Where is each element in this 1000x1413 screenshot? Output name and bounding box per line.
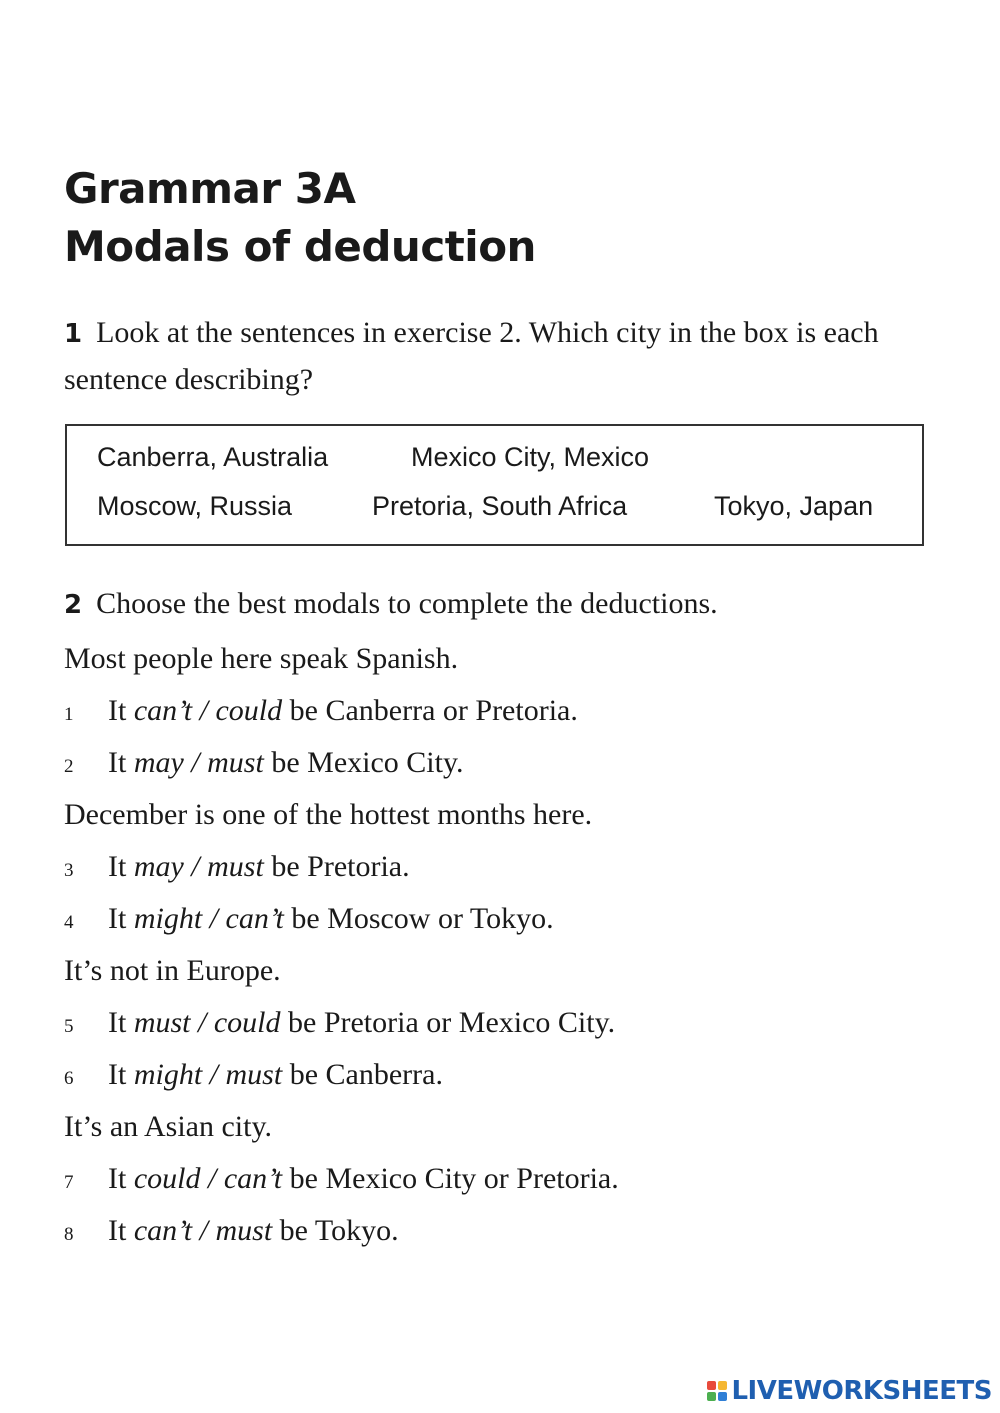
clue-text: December is one of the hottest months here.: [64, 798, 593, 831]
city-option: Tokyo, Japan: [714, 491, 874, 521]
city-option: Mexico City, Mexico: [411, 442, 650, 472]
liveworksheets-footer[interactable]: [707, 1376, 992, 1406]
clue-text: Most people here speak Spanish.: [64, 642, 459, 675]
item-completion: be Pretoria or Mexico City.: [288, 1006, 616, 1039]
modal-options[interactable]: might / can’t: [133, 902, 284, 935]
liveworksheets-logo-icon: [707, 1381, 727, 1401]
city-option: Canberra, Australia: [97, 442, 329, 472]
item-subject: It: [108, 902, 127, 935]
city-option: Pretoria, South Africa: [372, 491, 628, 521]
city-box: [65, 424, 924, 546]
city-option: Moscow, Russia: [97, 491, 293, 521]
item-subject: It: [108, 1214, 127, 1247]
modal-options[interactable]: may / must: [133, 746, 264, 779]
logo-square: [707, 1392, 716, 1401]
question-item: [64, 746, 464, 780]
title-line-2: Modals of deduction: [64, 222, 536, 271]
item-subject: It: [108, 1006, 127, 1039]
item-subject: It: [108, 694, 127, 727]
question-item: [64, 1006, 615, 1040]
item-completion: be Tokyo.: [279, 1214, 399, 1247]
item-number: 3: [64, 860, 74, 881]
question-item: [64, 694, 578, 728]
page-title: [64, 160, 536, 276]
modal-options[interactable]: can’t / could: [133, 694, 283, 727]
exercise-1-text: Look at the sentences in exercise 2. Which city in the box is each sentence describing?: [64, 316, 879, 396]
exercise-2-number: 2: [64, 590, 83, 620]
exercise-2-instruction: [64, 587, 718, 621]
item-subject: It: [108, 850, 127, 883]
question-item: [64, 902, 554, 936]
item-completion: be Canberra or Pretoria.: [289, 694, 578, 727]
logo-square: [718, 1381, 727, 1390]
question-item: [64, 850, 410, 884]
item-number: 1: [64, 704, 74, 725]
item-number: 7: [64, 1172, 74, 1193]
item-completion: be Canberra.: [289, 1058, 443, 1091]
item-subject: It: [108, 746, 127, 779]
modal-options[interactable]: could / can’t: [133, 1162, 283, 1195]
item-completion: be Pretoria.: [271, 850, 410, 883]
item-completion: be Mexico City or Pretoria.: [289, 1162, 619, 1195]
item-number: 8: [64, 1224, 74, 1245]
item-completion: be Moscow or Tokyo.: [291, 902, 554, 935]
item-number: 4: [64, 912, 74, 933]
title-line-1: Grammar 3A: [64, 164, 356, 213]
brand-name: LIVEWORKSHEETS: [731, 1376, 992, 1406]
modal-options[interactable]: may / must: [133, 850, 264, 883]
item-subject: It: [108, 1162, 127, 1195]
item-number: 2: [64, 756, 74, 777]
exercise-1-instruction: [64, 310, 944, 403]
question-item: [64, 1162, 619, 1196]
logo-square: [718, 1392, 727, 1401]
modal-options[interactable]: might / must: [133, 1058, 283, 1091]
logo-square: [707, 1381, 716, 1390]
clue-text: It’s not in Europe.: [64, 954, 281, 987]
question-item: [64, 1058, 443, 1092]
modal-options[interactable]: must / could: [133, 1006, 281, 1039]
item-subject: It: [108, 1058, 127, 1091]
question-item: [64, 1214, 399, 1248]
item-completion: be Mexico City.: [271, 746, 464, 779]
item-number: 5: [64, 1016, 74, 1037]
clue-text: It’s an Asian city.: [64, 1110, 273, 1143]
modal-options[interactable]: can’t / must: [133, 1214, 273, 1247]
exercise-2-text: Choose the best modals to complete the deductions.: [96, 587, 718, 620]
exercise-1-number: 1: [64, 319, 83, 349]
item-number: 6: [64, 1068, 74, 1089]
